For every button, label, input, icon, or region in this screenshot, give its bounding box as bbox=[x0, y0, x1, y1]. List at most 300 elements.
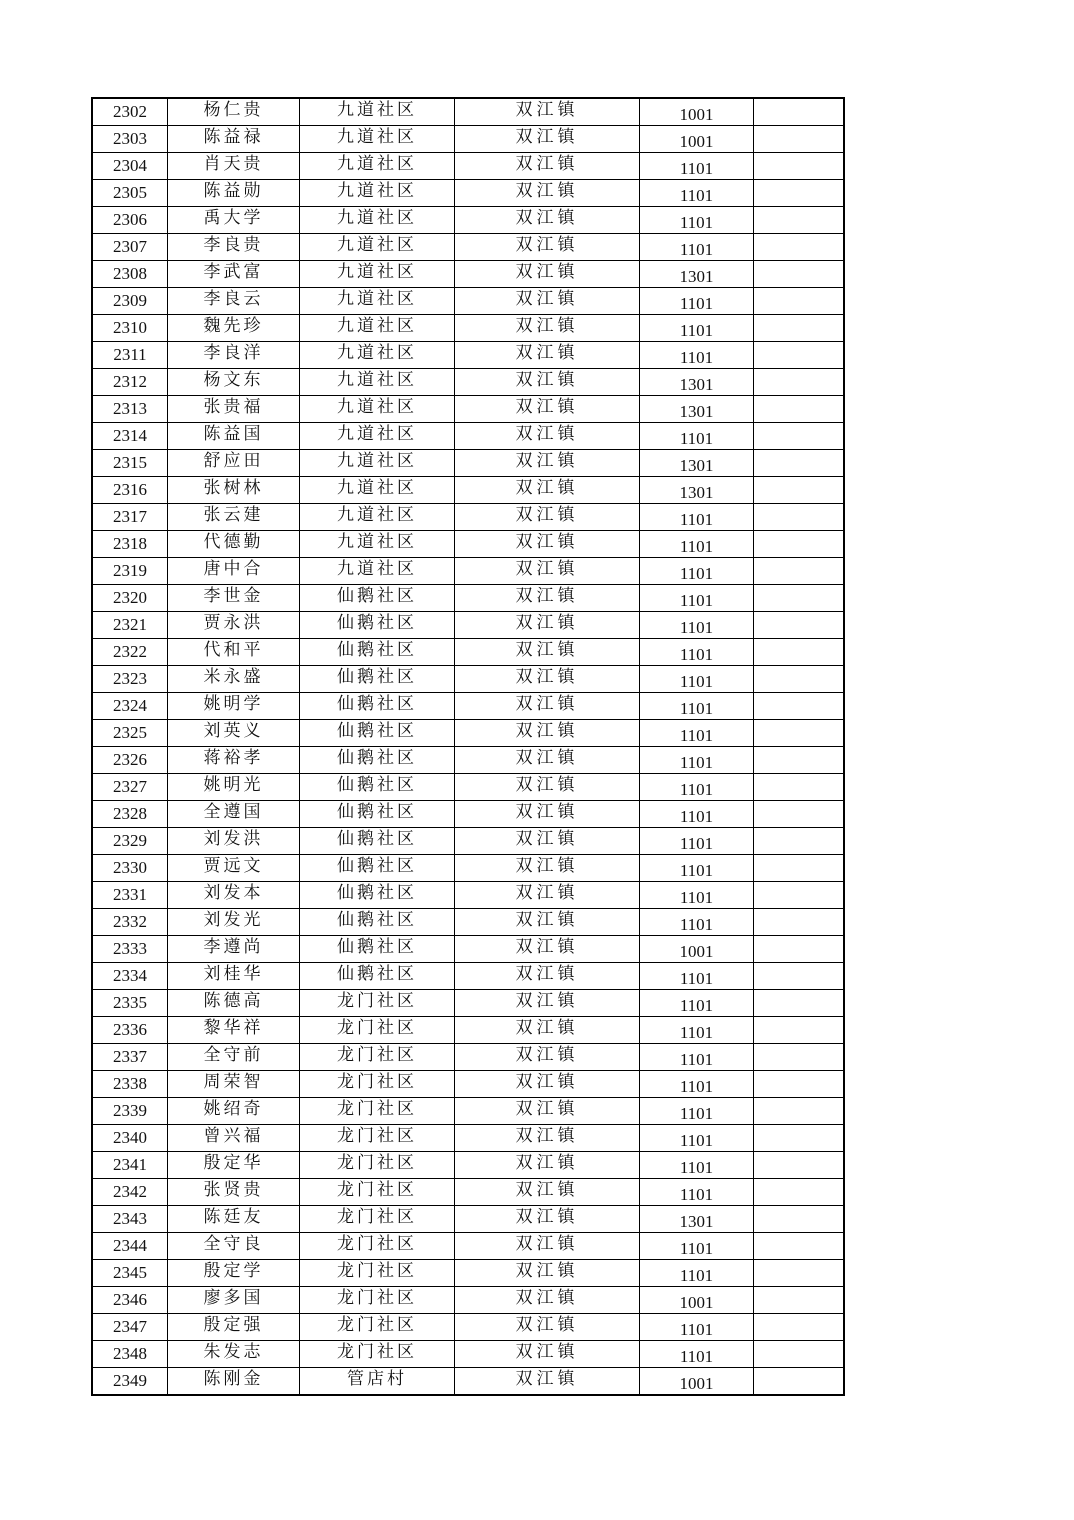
cell-blank bbox=[754, 558, 845, 585]
cell-town: 双江镇 bbox=[455, 801, 640, 828]
cell-code: 1101 bbox=[640, 612, 754, 639]
table-row bbox=[92, 612, 844, 639]
cell-code: 1101 bbox=[640, 693, 754, 720]
cell-name: 陈益禄 bbox=[168, 126, 300, 153]
cell-blank bbox=[754, 1341, 845, 1368]
cell-town: 双江镇 bbox=[455, 126, 640, 153]
cell-town: 双江镇 bbox=[455, 747, 640, 774]
cell-town: 双江镇 bbox=[455, 612, 640, 639]
cell-name: 张贤贵 bbox=[168, 1179, 300, 1206]
cell-number: 2327 bbox=[92, 774, 168, 801]
cell-blank bbox=[754, 1152, 845, 1179]
table-row bbox=[92, 1287, 844, 1314]
cell-code: 1101 bbox=[640, 234, 754, 261]
cell-code: 1101 bbox=[640, 342, 754, 369]
cell-community: 龙门社区 bbox=[300, 1233, 455, 1260]
cell-number: 2312 bbox=[92, 369, 168, 396]
cell-name: 殷定华 bbox=[168, 1152, 300, 1179]
table-row bbox=[92, 747, 844, 774]
cell-number: 2319 bbox=[92, 558, 168, 585]
cell-community: 仙鹅社区 bbox=[300, 720, 455, 747]
cell-town: 双江镇 bbox=[455, 1260, 640, 1287]
cell-code: 1101 bbox=[640, 1314, 754, 1341]
cell-community: 龙门社区 bbox=[300, 1044, 455, 1071]
cell-name: 陈德高 bbox=[168, 990, 300, 1017]
cell-number: 2338 bbox=[92, 1071, 168, 1098]
cell-name: 张贵福 bbox=[168, 396, 300, 423]
cell-community: 龙门社区 bbox=[300, 1017, 455, 1044]
cell-town: 双江镇 bbox=[455, 1071, 640, 1098]
cell-number: 2346 bbox=[92, 1287, 168, 1314]
cell-community: 仙鹅社区 bbox=[300, 882, 455, 909]
table-row bbox=[92, 504, 844, 531]
cell-town: 双江镇 bbox=[455, 369, 640, 396]
cell-community: 九道社区 bbox=[300, 288, 455, 315]
cell-name: 禹大学 bbox=[168, 207, 300, 234]
cell-town: 双江镇 bbox=[455, 1017, 640, 1044]
cell-number: 2310 bbox=[92, 315, 168, 342]
cell-number: 2313 bbox=[92, 396, 168, 423]
cell-name: 蒋裕孝 bbox=[168, 747, 300, 774]
cell-number: 2306 bbox=[92, 207, 168, 234]
cell-name: 姚绍奇 bbox=[168, 1098, 300, 1125]
cell-code: 1101 bbox=[640, 180, 754, 207]
cell-town: 双江镇 bbox=[455, 882, 640, 909]
table-row bbox=[92, 1179, 844, 1206]
cell-blank bbox=[754, 882, 845, 909]
cell-town: 双江镇 bbox=[455, 558, 640, 585]
records-table bbox=[91, 97, 845, 1396]
cell-number: 2320 bbox=[92, 585, 168, 612]
cell-number: 2337 bbox=[92, 1044, 168, 1071]
cell-number: 2303 bbox=[92, 126, 168, 153]
cell-number: 2326 bbox=[92, 747, 168, 774]
cell-name: 李遵尚 bbox=[168, 936, 300, 963]
table-row bbox=[92, 909, 844, 936]
cell-community: 龙门社区 bbox=[300, 1287, 455, 1314]
cell-community: 九道社区 bbox=[300, 423, 455, 450]
cell-code: 1101 bbox=[640, 1233, 754, 1260]
cell-blank bbox=[754, 936, 845, 963]
cell-code: 1101 bbox=[640, 801, 754, 828]
cell-community: 龙门社区 bbox=[300, 1152, 455, 1179]
cell-number: 2311 bbox=[92, 342, 168, 369]
cell-town: 双江镇 bbox=[455, 1044, 640, 1071]
cell-town: 双江镇 bbox=[455, 1125, 640, 1152]
cell-code: 1101 bbox=[640, 747, 754, 774]
cell-blank bbox=[754, 1314, 845, 1341]
cell-blank bbox=[754, 1179, 845, 1206]
cell-community: 仙鹅社区 bbox=[300, 666, 455, 693]
cell-community: 九道社区 bbox=[300, 450, 455, 477]
cell-name: 李良贵 bbox=[168, 234, 300, 261]
cell-name: 黎华祥 bbox=[168, 1017, 300, 1044]
cell-town: 双江镇 bbox=[455, 909, 640, 936]
cell-town: 双江镇 bbox=[455, 153, 640, 180]
cell-blank bbox=[754, 585, 845, 612]
cell-community: 龙门社区 bbox=[300, 1179, 455, 1206]
table-row bbox=[92, 558, 844, 585]
cell-blank bbox=[754, 288, 845, 315]
cell-number: 2316 bbox=[92, 477, 168, 504]
cell-code: 1101 bbox=[640, 423, 754, 450]
cell-code: 1301 bbox=[640, 450, 754, 477]
cell-town: 双江镇 bbox=[455, 477, 640, 504]
table-row bbox=[92, 423, 844, 450]
cell-blank bbox=[754, 477, 845, 504]
cell-code: 1101 bbox=[640, 963, 754, 990]
cell-blank bbox=[754, 1206, 845, 1233]
cell-number: 2322 bbox=[92, 639, 168, 666]
cell-name: 刘发光 bbox=[168, 909, 300, 936]
cell-name: 全守前 bbox=[168, 1044, 300, 1071]
cell-code: 1101 bbox=[640, 315, 754, 342]
cell-blank bbox=[754, 234, 845, 261]
cell-code: 1101 bbox=[640, 288, 754, 315]
cell-name: 殷定强 bbox=[168, 1314, 300, 1341]
cell-name: 全守良 bbox=[168, 1233, 300, 1260]
cell-code: 1101 bbox=[640, 1044, 754, 1071]
cell-community: 九道社区 bbox=[300, 126, 455, 153]
cell-blank bbox=[754, 1260, 845, 1287]
cell-code: 1101 bbox=[640, 1125, 754, 1152]
cell-town: 双江镇 bbox=[455, 639, 640, 666]
cell-town: 双江镇 bbox=[455, 342, 640, 369]
cell-community: 九道社区 bbox=[300, 396, 455, 423]
table-row bbox=[92, 1233, 844, 1260]
cell-community: 仙鹅社区 bbox=[300, 828, 455, 855]
cell-number: 2325 bbox=[92, 720, 168, 747]
cell-town: 双江镇 bbox=[455, 1287, 640, 1314]
cell-number: 2340 bbox=[92, 1125, 168, 1152]
cell-number: 2317 bbox=[92, 504, 168, 531]
table-row bbox=[92, 396, 844, 423]
cell-community: 仙鹅社区 bbox=[300, 801, 455, 828]
cell-number: 2315 bbox=[92, 450, 168, 477]
cell-town: 双江镇 bbox=[455, 396, 640, 423]
table-row bbox=[92, 180, 844, 207]
cell-community: 龙门社区 bbox=[300, 1098, 455, 1125]
cell-community: 九道社区 bbox=[300, 261, 455, 288]
cell-blank bbox=[754, 504, 845, 531]
cell-blank bbox=[754, 369, 845, 396]
cell-number: 2347 bbox=[92, 1314, 168, 1341]
cell-town: 双江镇 bbox=[455, 1233, 640, 1260]
table-row bbox=[92, 477, 844, 504]
table-row bbox=[92, 936, 844, 963]
table-row bbox=[92, 828, 844, 855]
table-row bbox=[92, 1260, 844, 1287]
cell-community: 仙鹅社区 bbox=[300, 612, 455, 639]
cell-number: 2335 bbox=[92, 990, 168, 1017]
cell-blank bbox=[754, 1287, 845, 1314]
cell-code: 1101 bbox=[640, 639, 754, 666]
cell-number: 2342 bbox=[92, 1179, 168, 1206]
cell-name: 杨仁贵 bbox=[168, 98, 300, 126]
table-row bbox=[92, 98, 844, 126]
cell-code: 1101 bbox=[640, 720, 754, 747]
cell-number: 2329 bbox=[92, 828, 168, 855]
table-row bbox=[92, 990, 844, 1017]
cell-name: 刘桂华 bbox=[168, 963, 300, 990]
cell-community: 管店村 bbox=[300, 1368, 455, 1396]
cell-town: 双江镇 bbox=[455, 990, 640, 1017]
cell-number: 2328 bbox=[92, 801, 168, 828]
cell-code: 1101 bbox=[640, 1098, 754, 1125]
table-row bbox=[92, 1314, 844, 1341]
cell-blank bbox=[754, 855, 845, 882]
cell-blank bbox=[754, 828, 845, 855]
cell-community: 仙鹅社区 bbox=[300, 585, 455, 612]
table-row bbox=[92, 882, 844, 909]
cell-blank bbox=[754, 423, 845, 450]
cell-blank bbox=[754, 990, 845, 1017]
table-body bbox=[92, 98, 844, 1395]
cell-name: 殷定学 bbox=[168, 1260, 300, 1287]
cell-town: 双江镇 bbox=[455, 450, 640, 477]
cell-code: 1101 bbox=[640, 1071, 754, 1098]
cell-number: 2314 bbox=[92, 423, 168, 450]
cell-code: 1301 bbox=[640, 261, 754, 288]
table-row bbox=[92, 369, 844, 396]
table-row bbox=[92, 1098, 844, 1125]
cell-town: 双江镇 bbox=[455, 693, 640, 720]
cell-number: 2339 bbox=[92, 1098, 168, 1125]
cell-community: 龙门社区 bbox=[300, 1206, 455, 1233]
cell-community: 龙门社区 bbox=[300, 1341, 455, 1368]
cell-town: 双江镇 bbox=[455, 261, 640, 288]
cell-town: 双江镇 bbox=[455, 720, 640, 747]
cell-blank bbox=[754, 207, 845, 234]
cell-name: 全遵国 bbox=[168, 801, 300, 828]
cell-code: 1001 bbox=[640, 1368, 754, 1396]
cell-number: 2343 bbox=[92, 1206, 168, 1233]
cell-blank bbox=[754, 261, 845, 288]
cell-name: 代和平 bbox=[168, 639, 300, 666]
cell-blank bbox=[754, 963, 845, 990]
cell-blank bbox=[754, 1125, 845, 1152]
table-row bbox=[92, 234, 844, 261]
cell-community: 仙鹅社区 bbox=[300, 855, 455, 882]
cell-code: 1101 bbox=[640, 909, 754, 936]
cell-town: 双江镇 bbox=[455, 234, 640, 261]
cell-name: 魏先珍 bbox=[168, 315, 300, 342]
cell-blank bbox=[754, 774, 845, 801]
cell-code: 1101 bbox=[640, 558, 754, 585]
cell-number: 2307 bbox=[92, 234, 168, 261]
table-row bbox=[92, 1152, 844, 1179]
cell-blank bbox=[754, 639, 845, 666]
table-row bbox=[92, 531, 844, 558]
table-row bbox=[92, 126, 844, 153]
cell-name: 姚明光 bbox=[168, 774, 300, 801]
cell-name: 姚明学 bbox=[168, 693, 300, 720]
cell-community: 仙鹅社区 bbox=[300, 693, 455, 720]
cell-community: 九道社区 bbox=[300, 477, 455, 504]
cell-code: 1101 bbox=[640, 774, 754, 801]
cell-blank bbox=[754, 612, 845, 639]
cell-number: 2333 bbox=[92, 936, 168, 963]
cell-town: 双江镇 bbox=[455, 828, 640, 855]
cell-blank bbox=[754, 450, 845, 477]
cell-number: 2341 bbox=[92, 1152, 168, 1179]
cell-name: 代德勤 bbox=[168, 531, 300, 558]
cell-code: 1101 bbox=[640, 855, 754, 882]
cell-blank bbox=[754, 693, 845, 720]
cell-blank bbox=[754, 1098, 845, 1125]
cell-community: 龙门社区 bbox=[300, 1314, 455, 1341]
cell-town: 双江镇 bbox=[455, 1341, 640, 1368]
cell-name: 李良云 bbox=[168, 288, 300, 315]
cell-blank bbox=[754, 801, 845, 828]
table-row bbox=[92, 585, 844, 612]
cell-name: 张树林 bbox=[168, 477, 300, 504]
table-row bbox=[92, 1071, 844, 1098]
cell-blank bbox=[754, 720, 845, 747]
cell-community: 九道社区 bbox=[300, 98, 455, 126]
cell-town: 双江镇 bbox=[455, 585, 640, 612]
cell-number: 2334 bbox=[92, 963, 168, 990]
cell-code: 1101 bbox=[640, 1179, 754, 1206]
cell-name: 刘发洪 bbox=[168, 828, 300, 855]
table-row bbox=[92, 1125, 844, 1152]
cell-community: 仙鹅社区 bbox=[300, 936, 455, 963]
cell-town: 双江镇 bbox=[455, 1206, 640, 1233]
table-row bbox=[92, 963, 844, 990]
cell-code: 1001 bbox=[640, 936, 754, 963]
table-row bbox=[92, 153, 844, 180]
cell-number: 2348 bbox=[92, 1341, 168, 1368]
cell-code: 1301 bbox=[640, 369, 754, 396]
table-row bbox=[92, 801, 844, 828]
cell-number: 2345 bbox=[92, 1260, 168, 1287]
table-row bbox=[92, 261, 844, 288]
cell-blank bbox=[754, 396, 845, 423]
cell-name: 刘发本 bbox=[168, 882, 300, 909]
cell-number: 2332 bbox=[92, 909, 168, 936]
cell-name: 陈刚金 bbox=[168, 1368, 300, 1396]
cell-community: 九道社区 bbox=[300, 315, 455, 342]
cell-town: 双江镇 bbox=[455, 1368, 640, 1396]
cell-name: 杨文东 bbox=[168, 369, 300, 396]
cell-code: 1101 bbox=[640, 1341, 754, 1368]
cell-community: 仙鹅社区 bbox=[300, 639, 455, 666]
table-row bbox=[92, 639, 844, 666]
table-row bbox=[92, 774, 844, 801]
cell-community: 龙门社区 bbox=[300, 1125, 455, 1152]
cell-code: 1101 bbox=[640, 504, 754, 531]
cell-town: 双江镇 bbox=[455, 423, 640, 450]
cell-town: 双江镇 bbox=[455, 1098, 640, 1125]
cell-town: 双江镇 bbox=[455, 1152, 640, 1179]
cell-name: 米永盛 bbox=[168, 666, 300, 693]
cell-blank bbox=[754, 1071, 845, 1098]
cell-town: 双江镇 bbox=[455, 504, 640, 531]
table-row bbox=[92, 666, 844, 693]
table-row bbox=[92, 855, 844, 882]
cell-code: 1101 bbox=[640, 153, 754, 180]
cell-number: 2321 bbox=[92, 612, 168, 639]
cell-name: 贾永洪 bbox=[168, 612, 300, 639]
cell-town: 双江镇 bbox=[455, 936, 640, 963]
cell-community: 仙鹅社区 bbox=[300, 774, 455, 801]
cell-number: 2336 bbox=[92, 1017, 168, 1044]
cell-blank bbox=[754, 666, 845, 693]
cell-code: 1101 bbox=[640, 1152, 754, 1179]
table-row bbox=[92, 693, 844, 720]
cell-blank bbox=[754, 1017, 845, 1044]
cell-blank bbox=[754, 1044, 845, 1071]
cell-name: 贾远文 bbox=[168, 855, 300, 882]
table-row bbox=[92, 207, 844, 234]
cell-blank bbox=[754, 315, 845, 342]
table-row bbox=[92, 1206, 844, 1233]
cell-code: 1101 bbox=[640, 207, 754, 234]
cell-town: 双江镇 bbox=[455, 531, 640, 558]
cell-name: 舒应田 bbox=[168, 450, 300, 477]
cell-name: 陈益国 bbox=[168, 423, 300, 450]
cell-blank bbox=[754, 909, 845, 936]
cell-community: 九道社区 bbox=[300, 558, 455, 585]
cell-code: 1301 bbox=[640, 396, 754, 423]
cell-town: 双江镇 bbox=[455, 963, 640, 990]
cell-code: 1101 bbox=[640, 882, 754, 909]
cell-name: 陈廷友 bbox=[168, 1206, 300, 1233]
cell-town: 双江镇 bbox=[455, 98, 640, 126]
cell-community: 九道社区 bbox=[300, 369, 455, 396]
cell-code: 1101 bbox=[640, 828, 754, 855]
cell-number: 2309 bbox=[92, 288, 168, 315]
cell-code: 1101 bbox=[640, 990, 754, 1017]
cell-number: 2344 bbox=[92, 1233, 168, 1260]
cell-name: 李武富 bbox=[168, 261, 300, 288]
cell-town: 双江镇 bbox=[455, 774, 640, 801]
cell-town: 双江镇 bbox=[455, 180, 640, 207]
cell-number: 2330 bbox=[92, 855, 168, 882]
cell-code: 1101 bbox=[640, 585, 754, 612]
cell-number: 2318 bbox=[92, 531, 168, 558]
cell-blank bbox=[754, 1368, 845, 1396]
cell-name: 李良洋 bbox=[168, 342, 300, 369]
cell-town: 双江镇 bbox=[455, 855, 640, 882]
cell-town: 双江镇 bbox=[455, 1179, 640, 1206]
table-row bbox=[92, 1017, 844, 1044]
cell-community: 仙鹅社区 bbox=[300, 747, 455, 774]
cell-number: 2324 bbox=[92, 693, 168, 720]
cell-code: 1101 bbox=[640, 531, 754, 558]
cell-code: 1001 bbox=[640, 1287, 754, 1314]
cell-community: 仙鹅社区 bbox=[300, 909, 455, 936]
cell-community: 九道社区 bbox=[300, 531, 455, 558]
cell-town: 双江镇 bbox=[455, 207, 640, 234]
cell-community: 九道社区 bbox=[300, 504, 455, 531]
cell-code: 1301 bbox=[640, 477, 754, 504]
table-row bbox=[92, 1044, 844, 1071]
cell-community: 九道社区 bbox=[300, 234, 455, 261]
cell-name: 唐中合 bbox=[168, 558, 300, 585]
cell-blank bbox=[754, 180, 845, 207]
cell-number: 2308 bbox=[92, 261, 168, 288]
cell-community: 龙门社区 bbox=[300, 1071, 455, 1098]
cell-blank bbox=[754, 531, 845, 558]
cell-town: 双江镇 bbox=[455, 315, 640, 342]
table-row bbox=[92, 1368, 844, 1396]
table-row bbox=[92, 288, 844, 315]
cell-community: 九道社区 bbox=[300, 342, 455, 369]
cell-code: 1001 bbox=[640, 126, 754, 153]
cell-blank bbox=[754, 98, 845, 126]
cell-name: 陈益勋 bbox=[168, 180, 300, 207]
